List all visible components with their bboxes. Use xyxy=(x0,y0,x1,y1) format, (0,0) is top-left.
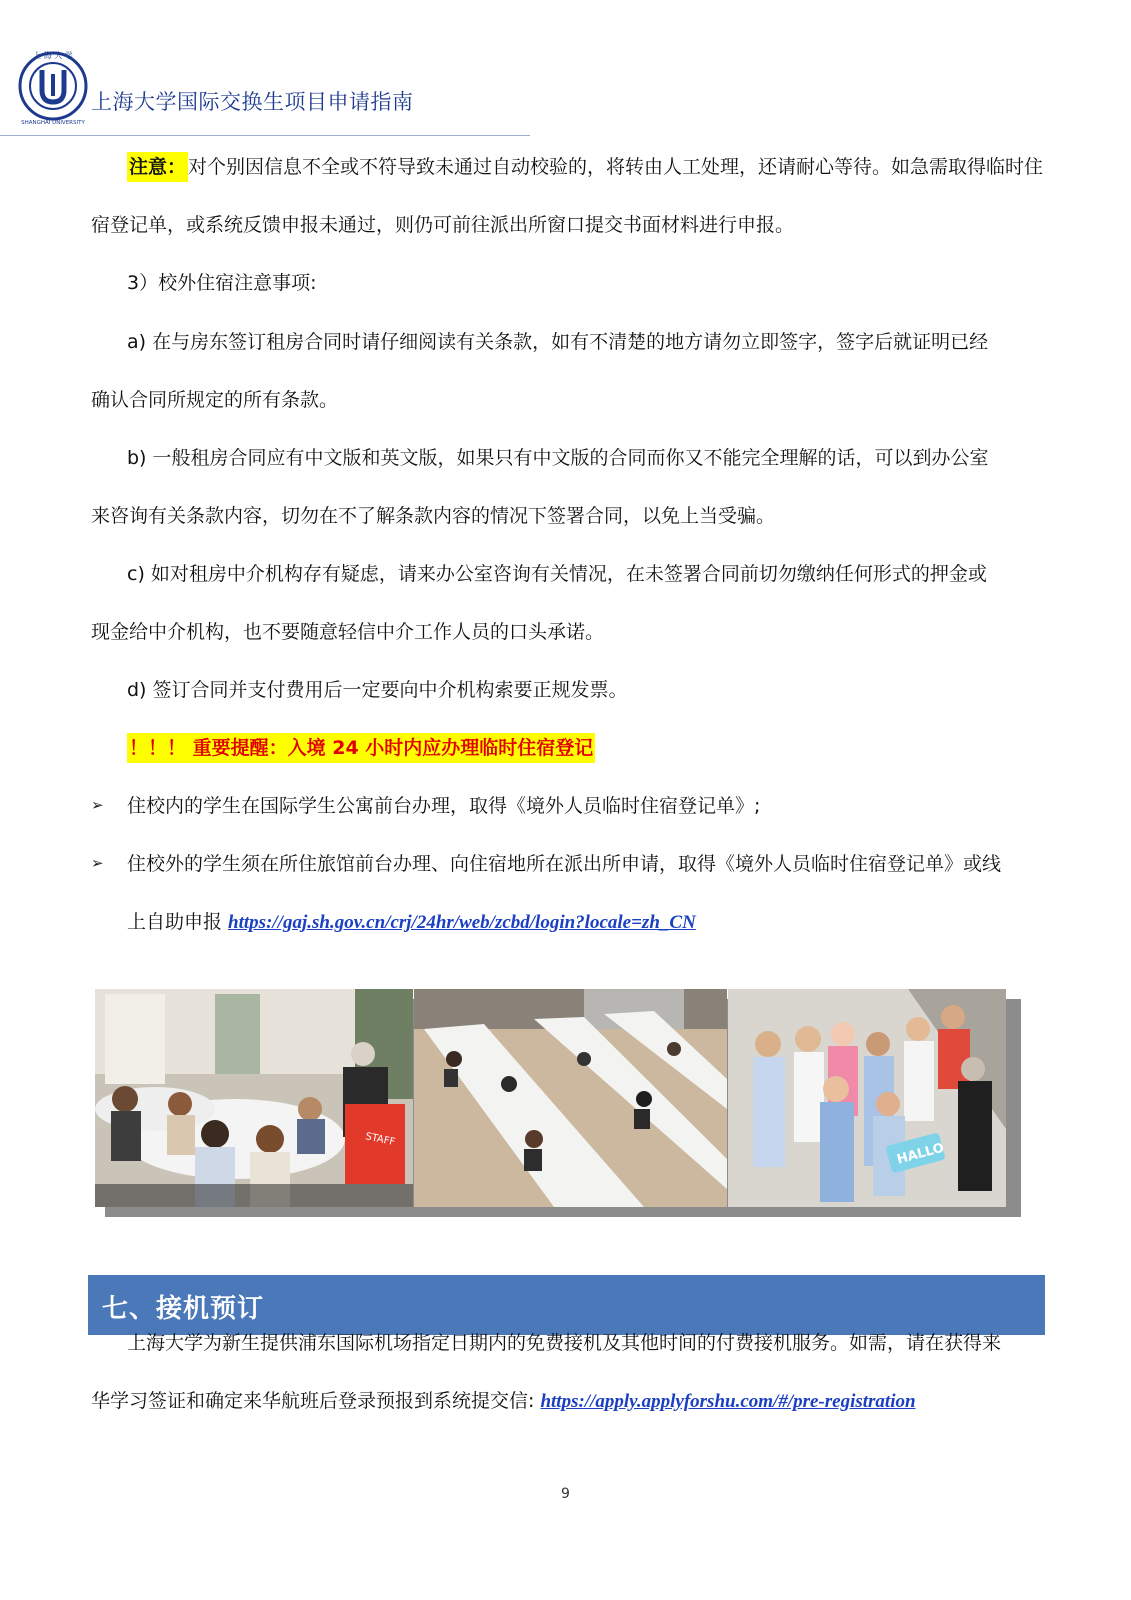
svg-text:HALLO: HALLO xyxy=(895,1140,946,1168)
bullet-2-line-1: 住校外的学生须在所住旅馆前台办理、向住宿地所在派出所申请，取得《境外人员临时住宿登记单》或线 xyxy=(127,853,1002,875)
offcampus-heading: 3）校外住宿注意事项: xyxy=(127,272,317,294)
header-divider xyxy=(0,135,530,136)
page-header xyxy=(0,0,1131,140)
pre-registration-link[interactable]: https://apply.applyforshu.com/#/pre-registration xyxy=(540,1391,916,1412)
section-title: 七、接机预订 xyxy=(102,1294,265,1324)
note-continuation: 宿登记单，或系统反馈申报未通过，则仍可前往派出所窗口提交书面材料进行申报。 xyxy=(91,214,795,236)
item-b-line-1: b) 一般租房合同应有中文版和英文版，如果只有中文版的合同而你又不能完全理解的话，可以到办公室 xyxy=(127,447,989,469)
item-a-line-2: 确认合同所规定的所有条款。 xyxy=(91,389,339,411)
item-c-line-2: 现金给中介机构，也不要随意轻信中介工作人员的口头承诺。 xyxy=(91,621,605,643)
bullet-2-prefix: 上自助申报 xyxy=(127,911,229,933)
item-b-line-2: 来咨询有关条款内容，切勿在不了解条款内容的情况下签署合同，以免上当受骗。 xyxy=(91,505,776,527)
note-paragraph xyxy=(127,152,1043,182)
document-title: 上海大学国际交换生项目申请指南 xyxy=(91,90,414,114)
airport-pickup-line-1: 上海大学为新生提供浦东国际机场指定日期内的免费接机及其他时间的付费接机服务。如需，请在获得来 xyxy=(127,1332,1002,1354)
note-label: 注意： xyxy=(127,152,188,182)
note-text: 对个别因信息不全或不符导致未通过自动校验的，将转由人工处理，还请耐心等待。如急需取得临时住 xyxy=(188,156,1044,178)
university-logo-icon xyxy=(18,44,88,128)
important-reminder-text: ！！！ 重要提醒：入境 24 小时内应办理临时住宿登记 xyxy=(127,733,595,763)
airport-pickup-line-2 xyxy=(91,1386,916,1417)
airport-pickup-prefix: 华学习签证和确定来华航班后登录预报到系统提交信: xyxy=(91,1390,541,1412)
registration-link[interactable]: https://gaj.sh.gov.cn/crj/24hr/web/zcbd/login?locale=zh_CN xyxy=(228,912,696,933)
svg-text:STAFF: STAFF xyxy=(364,1131,397,1149)
section-header-bar xyxy=(88,1275,1045,1335)
photo-dining-hall xyxy=(95,989,413,1207)
important-reminder xyxy=(127,733,595,763)
arrow-bullet-icon: ➢ xyxy=(91,854,104,872)
bullet-1: 住校内的学生在国际学生公寓前台办理，取得《境外人员临时住宿登记单》; xyxy=(127,795,761,817)
page-number: 9 xyxy=(561,1486,570,1502)
photo-group-students xyxy=(728,989,1006,1207)
arrow-bullet-icon: ➢ xyxy=(91,796,104,814)
svg-text:SHANGHAI UNIVERSITY: SHANGHAI UNIVERSITY xyxy=(21,120,85,126)
photo-strip xyxy=(95,989,1021,1217)
item-a-line-1: a) 在与房东签订租房合同时请仔细阅读有关条款，如有不清楚的地方请勿立即签字，签字后就证明已经 xyxy=(127,331,989,353)
bullet-2-line-2 xyxy=(127,907,696,938)
svg-text:上 海 大 学: 上 海 大 学 xyxy=(33,51,73,60)
item-d: d) 签订合同并支付费用后一定要向中介机构索要正规发票。 xyxy=(127,679,628,701)
item-c-line-1: c) 如对租房中介机构存有疑虑，请来办公室咨询有关情况，在未签署合同前切勿缴纳任何形式的押金或 xyxy=(127,563,987,585)
photo-study-room xyxy=(414,989,727,1207)
